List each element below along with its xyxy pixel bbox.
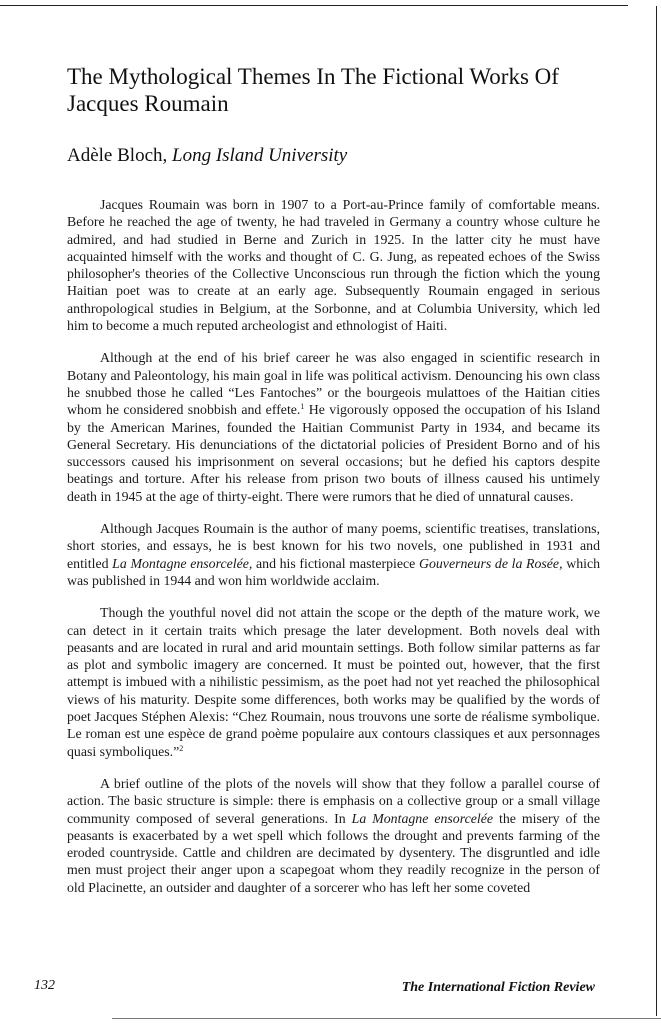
bottom-rule (112, 1018, 661, 1019)
paragraph-2-text-a: Although at the end of his brief career he was also engaged in scientific research in Botany and Paleontology, his main goal in life was political activism. Denouncing his own class he snubbed those he called “Les Fantoches” or the bourgeois mulattoes of the Haitian cities whom he considered snobbish and effete. (67, 350, 600, 418)
footnote-ref-2: 2 (179, 743, 184, 753)
paragraph-3-text-a: Although Jacques Roumain is the author of many poems, scientific treatises, translations, short stories, and essays, he is best known for his two novels, one published in 1931 and entitled (67, 521, 600, 571)
paragraph-1: Jacques Roumain was born in 1907 to a Port-au-Prince family of comfortable means. Before he reached the age of twenty, he had traveled in Germany a country whose culture he admired, and had studied in Berne and Zurich in 1925. In the latter city he must have acquainted himself with the works and thought of C. G. Jung, as repeated echoes of the Swiss philosopher's theories of the Collective Unconscious run through the fiction which the young Haitian poet was to create at an early age. Subsequently Roumain engaged in serious anthropological studies in Belgium, at the Sorbonne, and at Columbia University, which led him to become a much reputed archeologist and ethnologist of Haiti. (67, 197, 600, 334)
author-name: Adèle Bloch, (67, 145, 173, 166)
paragraph-3-text-b: and his fictional masterpiece (252, 555, 419, 571)
right-margin-rule (656, 6, 657, 1016)
author-line (67, 144, 607, 168)
paragraph-3 (67, 520, 600, 589)
paragraph-2-text-b: He vigorously opposed the occupation of his Island by the American Marines, founded the Haitian Communist Party in 1934, and became its General Secretary. His denunciations of the dictatorial policies of President Borno and of his successors caused his imprisonment on several occasions; but he defied his captors despite beatings and torture. After his release from prison two bouts of illness caused his untimely death in 1945 at the age of thirty-eight. There were rumors that he died of unnatural causes. (67, 402, 600, 504)
journal-name: The International Fiction Review (401, 980, 595, 995)
paragraph-5-text-b: the misery of the peasants is exacerbated by a wet spell which follows the drought and prevents farming of the eroded countryside. Cattle and children are decimated by dysentery. The disgruntled and idle men must project their anger upon a scapegoat whom they readily recognize in the person of old Placinette, an outsider and daughter of a sorcerer who has left her some coveted (67, 810, 600, 895)
novel-title-montagne: La Montagne ensorcelée, (112, 555, 253, 571)
footnote-ref-1: 1 (300, 402, 305, 412)
article-body (67, 196, 600, 911)
top-rule (0, 5, 628, 6)
novel-title-montagne-2: La Montagne ensorcelée (351, 810, 494, 826)
article-title: The Mythological Themes In The Fictional Works Of Jacques Roumain (67, 64, 559, 116)
paragraph-5-text-a: A brief outline of the plots of the novels will show that they follow a parallel course of action. The basic structure is simple: there is emphasis on a collective group or a small village community composed of several generations. In (67, 775, 600, 826)
author-affiliation: Long Island University (172, 145, 348, 166)
paragraph-4 (67, 604, 600, 760)
paragraph-5 (67, 775, 600, 896)
page-number: 132 (34, 978, 55, 993)
paragraph-4-text: Though the youthful novel did not attain the scope or the depth of the mature work, we can detect in it certain traits which presage the later development. Both novels deal with peasants and are located in rural and arid mountain settings. Both follow similar patterns as far as plot and symbolic imagery are concerned. It must be pointed out, however, that the first attempt is imbued with a nihilistic pessimism, as the poet had not yet reached the philosophical views of his maturity. Despite some differences, both works may be qualified by the words of poet Jacques Stéphen Alexis: “Chez Roumain, nous trouvons une sorte de réalisme symbolique. Le roman est une espèce de grand poème populaire aux contours classiques et aux personnages quasi symboliques.” (67, 605, 600, 759)
paragraph-3-text-c: which was published in 1944 and won him worldwide acclaim. (67, 555, 601, 588)
paragraph-2 (67, 349, 600, 505)
novel-title-gouverneurs: Gouverneurs de la Rosée, (418, 555, 563, 571)
